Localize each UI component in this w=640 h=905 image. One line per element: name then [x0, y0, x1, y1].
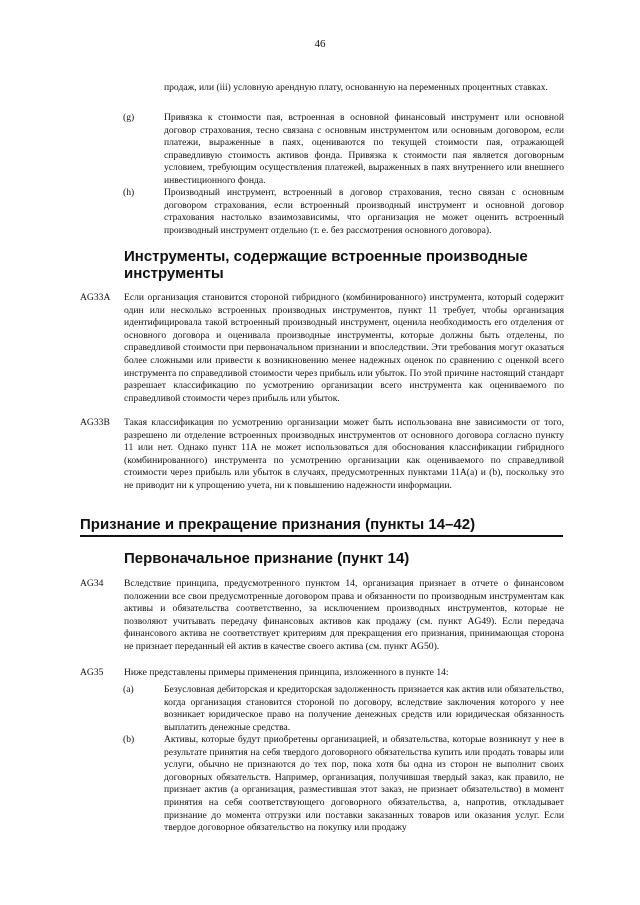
paragraph-text: Если организация становится стороной гибридного (комбинированного) инструмента, который содержит один или несколько встроенных производных инструментов, пункт 11 требует, чтобы организация идентифицировала такой встроенный производный инструмент, оценила необходимость его отделения от основного договора и оценивала производные инструменты, которые должны быть отделены, по справедливой стоимости при первоначальном признании и впоследствии. Эти требования могут оказаться более сложными или привести к возникновению менее надежных оценок по сравнению с оценкой всего инструмента по справедливой стоимости через прибыль или убыток. По этой причине настоящий стандарт разрешает классификацию по усмотрению организации всего инструмента как оцениваемого по справедливой стоимости через прибыль или убыток. — [124, 292, 564, 404]
list-item-text: Активы, которые будут приобретены организацией, и обязательства, которые возникнут у нее в результате принятия на себя твердого договорного обязательства купить или продать товары или услуги, обычно не признаются до тех пор, пока хотя бы одна из сторон не выполнит своих договорных обязательств. Например, организация, получившая твердый заказ, как правило, не признает актив (а организация, разместившая этот заказ, не признает обязательство) в момент принятия на себя соответствующего договорного обязательства, а, напротив, откладывает признание до момента отгрузки или поставки заказанных товаров или оказания услуг. Если твердое договорное обязательство на покупку или продажу — [164, 734, 564, 834]
list-item-text: Безусловная дебиторская и кредиторская задолженность признается как актив или обязательство, когда организация становится стороной по договору, вследствие заключения которого у нее возникает юридическое право на получение денежных средств или юридическая обязанность выплатить денежные средства. — [164, 684, 564, 733]
paragraph-text: Такая классификация по усмотрению организации может быть использована вне зависимости от того, разрешено ли отделение встроенных производных инструментов от основного договора согласно пункту 11 или нет. Однако пункт 11A не может использоваться для обоснования классификации гибридного (комбинированного) инструмента по усмотрению организации как оцениваемого по справедливой стоимости через прибыль или убыток в случаях, предусмотренных пунктами 11A(a) и (b), поскольку это не приводит ни к упрощению учета, ни к повышению надежности информации. — [124, 417, 564, 491]
list-item-label: (b) — [123, 734, 135, 745]
chapter-heading: Признание и прекращение признания (пункты 14–42) — [80, 516, 476, 533]
list-item-label: (a) — [123, 684, 134, 695]
paragraph-text: Ниже представлены примеры применения принципа, изложенного в пункте 14: — [124, 667, 449, 678]
paragraph-text: Вследствие принципа, предусмотренного пунктом 14, организация признает в отчете о финансовом положении все свои предусмотренные договором права и обязанности по производным инструментам как активы и обязательства соответственно, за исключением производных инструментов, которые не позволяют учитывать передачу финансовых активов как продажу (см. пункт AG49). Если передача финансового актива не соответствует критериям для прекращения его признания, принимающая сторона не признает переданный ей актив в качестве своего актива (см. пункт AG50). — [124, 578, 564, 652]
chapter-heading-underline — [80, 535, 563, 537]
section-heading: Инструменты, содержащие встроенные производные инструменты — [124, 248, 528, 282]
list-item-label: (h) — [123, 187, 135, 198]
paragraph-number: AG35 — [80, 667, 104, 678]
subsection-heading: Первоначальное признание (пункт 14) — [124, 550, 410, 567]
page-number: 46 — [314, 38, 326, 50]
paragraph-number: AG33B — [80, 417, 110, 428]
list-item-text: Производный инструмент, встроенный в договор страхования, тесно связан с основным договором страхования, если встроенный производный инструмент и основной договор страхования настолько взаимозависимы, что организация не может оценить встроенный производный инструмент отдельно (т. е. без рассмотрения основного договора). — [164, 187, 564, 236]
paragraph-number: AG33A — [80, 292, 111, 303]
paragraph-number: AG34 — [80, 578, 104, 589]
list-item-label: (g) — [123, 112, 135, 123]
list-item-text: Привязка к стоимости пая, встроенная в основной финансовый инструмент или основной договор страхования, тесно связана с основным инструментом или основным договором, если платежи, выраженные в паях, оцениваются по текущей стоимости пая, отражающей справедливую стоимость активов фонда. Привязка к стоимости пая является договорным условием, требующим осуществления платежей, выраженных в паях внутреннего или внешнего инвестиционного фонда. — [164, 112, 564, 186]
list-item-continuation: продаж, или (iii) условную арендную плату, основанную на переменных процентных ставках. — [164, 82, 548, 93]
